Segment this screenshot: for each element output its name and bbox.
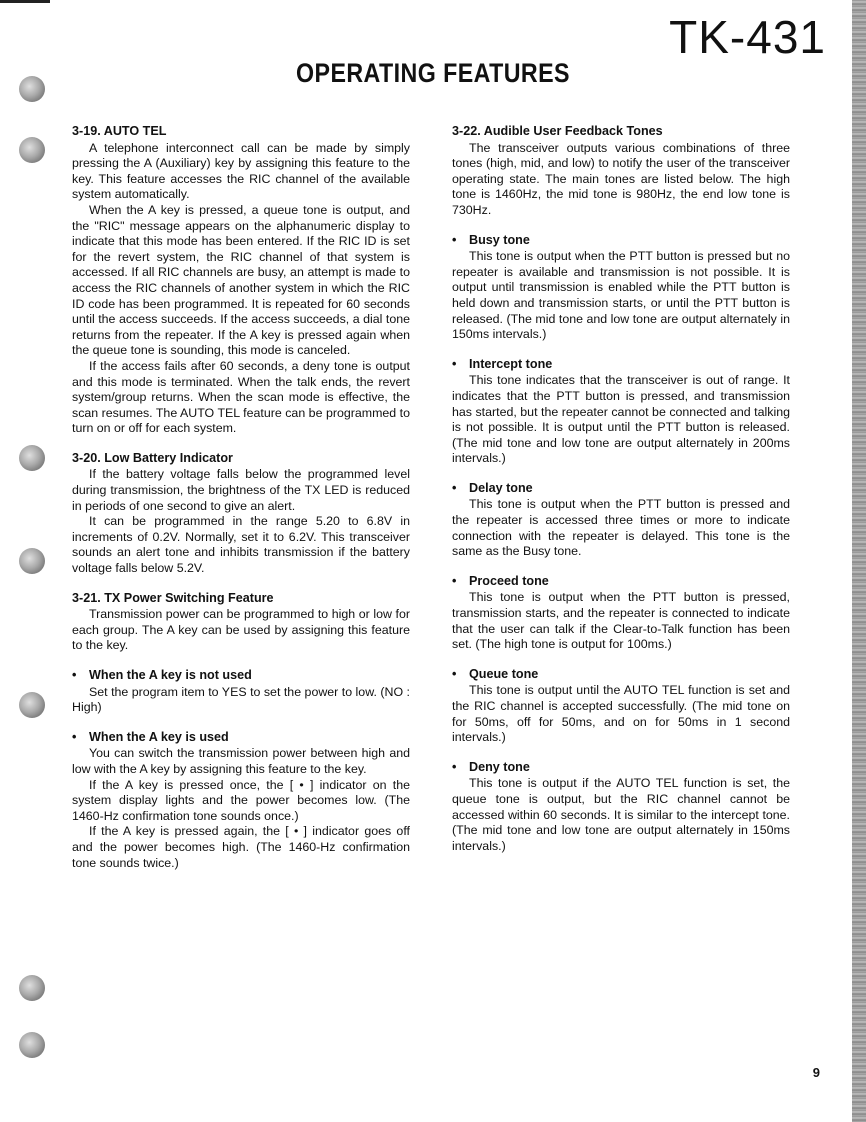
bullet-heading <box>452 357 790 373</box>
paragraph: This tone is output when the PTT button is pressed but no repeater is available and transmission is not possible. It is output until transmission is enabled while the PTT button is held down and transmission starts, or until the PTT button is released. (The mid tone and low tone are output alternately in 150ms intervals.) <box>452 249 790 342</box>
scan-edge-mark <box>0 0 50 3</box>
bullet-heading-text: Intercept tone <box>469 356 553 371</box>
tone-proceed <box>452 574 790 653</box>
right-column <box>452 124 790 868</box>
section-auto-tel <box>72 124 410 437</box>
bullet-icon: • <box>452 759 457 774</box>
bullet-heading <box>452 481 790 497</box>
left-column <box>72 124 410 885</box>
bullet-heading <box>452 667 790 683</box>
binder-hole-icon <box>19 445 45 471</box>
model-title: TK-431 <box>669 11 826 63</box>
paragraph: This tone is output when the PTT button is pressed, transmission starts, and the repeater is connected to indicate that the user can talk if the Clear-to-Talk function has been set. (The high tone is output for 100ms.) <box>452 590 790 652</box>
bullet-heading-text: Busy tone <box>469 232 530 247</box>
bullet-icon: • <box>452 573 457 588</box>
bullet-heading <box>452 574 790 590</box>
paragraph: This tone indicates that the transceiver is out of range. It indicates that the PTT button is pressed, and transmission has started, but the repeater cannot be connected and talking is not possible. It is output until the PTT button is released. (The mid tone and low tone are output alternately in 200ms intervals.) <box>452 373 790 466</box>
bullet-icon: • <box>452 480 457 495</box>
bullet-heading-text: Deny tone <box>469 759 530 774</box>
tone-deny <box>452 760 790 855</box>
bullet-heading-text: When the A key is used <box>89 729 229 744</box>
bullet-heading <box>72 668 410 684</box>
binder-hole-icon <box>19 692 45 718</box>
bullet-icon: • <box>72 668 77 682</box>
paragraph: If the battery voltage falls below the programmed level during transmission, the brightness of the TX LED is reduced in periods of one second to give an alert. <box>72 467 410 513</box>
bullet-icon: • <box>72 729 77 744</box>
page-number: 9 <box>812 1065 820 1080</box>
tone-busy <box>452 233 790 343</box>
binder-hole-icon <box>19 548 45 574</box>
bullet-a-key-used <box>72 730 410 871</box>
bullet-heading-text: When the A key is not used <box>89 668 252 682</box>
section-tx-power <box>72 591 410 872</box>
bullet-a-key-not-used <box>72 668 410 716</box>
section-heading: 3-20. Low Battery Indicator <box>72 450 233 465</box>
section-low-battery <box>72 451 410 577</box>
binder-hole-icon <box>19 975 45 1001</box>
section-heading: 3-22. Audible User Feedback Tones <box>452 124 663 138</box>
bullet-heading <box>452 233 790 249</box>
binder-hole-icon <box>19 76 45 102</box>
tone-intercept <box>452 357 790 467</box>
paragraph: If the A key is pressed again, the [ • ] indicator goes off and the power becomes high. (The 1460-Hz confirmation tone sounds twice.) <box>72 824 410 870</box>
paragraph: If the A key is pressed once, the [ • ] indicator on the system display lights and the power becomes low. (The 1460-Hz confirmation tone sounds once.) <box>72 777 410 823</box>
bullet-heading-text: Delay tone <box>469 480 533 495</box>
paragraph: The transceiver outputs various combinations of three tones (high, mid, and low) to notify the user of the transceiver operating state. The main tones are listed below. The high tone is 1460Hz, the mid tone is 980Hz, the end low tone is 730Hz. <box>452 140 790 217</box>
paragraph: Set the program item to YES to set the power to low. (NO : High) <box>72 684 410 715</box>
paragraph: Transmission power can be programmed to high or low for each group. The A key can be used by assigning this feature to the key. <box>72 607 410 653</box>
paragraph: This tone is output when the PTT button is pressed and the repeater is accessed three times or more to indicate connection with the repeater is delayed. This tone is the same as the Busy tone. <box>452 497 790 559</box>
page-title: OPERATING FEATURES <box>296 58 570 88</box>
paragraph: This tone is output if the AUTO TEL function is set, the queue tone is output, but the RIC channel cannot be accessed within 60 seconds. It is similar to the intercept tone. (The mid tone and low tone are output alternately in 150ms intervals.) <box>452 776 790 853</box>
bullet-icon: • <box>452 666 457 681</box>
tone-queue <box>452 667 790 746</box>
scan-edge-shadow <box>852 0 866 1122</box>
bullet-heading <box>452 760 790 776</box>
paragraph: This tone is output until the AUTO TEL function is set and the RIC channel is accepted successfully. (The mid tone on for 50ms, off for 50ms, and on for 50ms in 1 second intervals.) <box>452 683 790 745</box>
bullet-heading <box>72 730 410 746</box>
paragraph: A telephone interconnect call can be made by simply pressing the A (Auxiliary) key by assigning this feature to the key. This feature accesses the RIC channel of the available system automatically. <box>72 140 410 202</box>
bullet-icon: • <box>452 232 457 247</box>
paragraph: If the access fails after 60 seconds, a deny tone is output and this mode is terminated. When the talk ends, the revert system/group returns. When the scan mode is effective, the scan resumes. The AUTO TEL feature can be programmed to turn on or off for each system. <box>72 358 410 436</box>
section-feedback-tones <box>452 124 790 219</box>
tone-delay <box>452 481 790 560</box>
binder-hole-icon <box>19 137 45 163</box>
paragraph: You can switch the transmission power between high and low with the A key by assigning this feature to the key. <box>72 746 410 776</box>
bullet-icon: • <box>452 356 457 371</box>
section-heading: 3-21. TX Power Switching Feature <box>72 590 274 605</box>
binder-hole-icon <box>19 1032 45 1058</box>
paragraph: It can be programmed in the range 5.20 to 6.8V in increments of 0.2V. Normally, set it to 6.2V. This transceiver sounds an alert tone and inhibits transmission if the battery voltage falls below 5.2V. <box>72 514 410 576</box>
bullet-heading-text: Queue tone <box>469 666 539 681</box>
paragraph: When the A key is pressed, a queue tone is output, and the "RIC" message appears on the alphanumeric display to indicate that this mode has been entered. If the RIC ID is set for the revert system, the RIC channel of that system is accessed. If all RIC channels are busy, an attempt is made to access the RIC channels of another system in which the RIC ID code has been programmed. It is repeated for 60 seconds until the access succeeds. If the access succeeds, a dial tone returns from the repeater. If the A key is pressed again when the queue tone is sounding, this mode is canceled. <box>72 202 410 358</box>
section-heading: 3-19. AUTO TEL <box>72 124 167 138</box>
bullet-heading-text: Proceed tone <box>469 573 549 588</box>
